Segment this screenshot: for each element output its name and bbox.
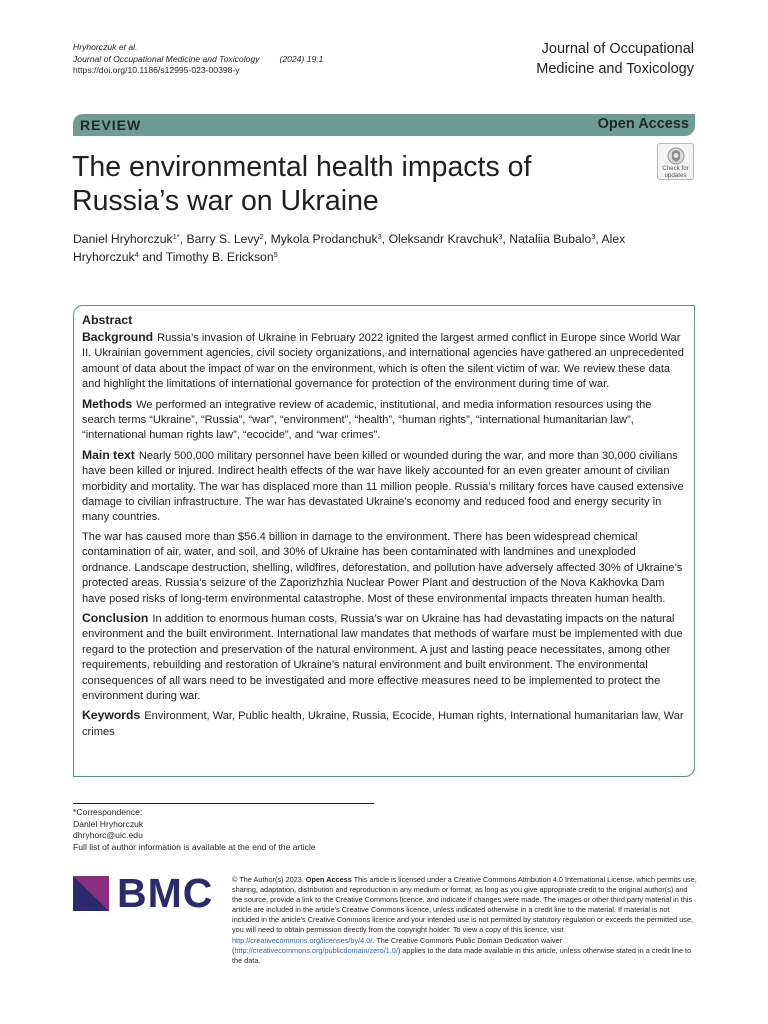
citation-block (73, 42, 323, 77)
author-affiliation-marker: 1* (172, 232, 180, 241)
abstract-section-text: We performed an integrative review of academic, institutional, and media information resources using the search terms “Ukraine”, “Russia”, “war”, “environment”, “health”, “human rights”, “international humanitarian law”, “international human rights law”, “ecocide”, and “war crimes”. (82, 398, 652, 442)
author-short: Hryhorczuk et al. (73, 42, 138, 52)
license-link-cc0[interactable]: http://creativecommons.org/publicdomain/zero/1.0/ (234, 945, 398, 955)
open-access-label: Open Access (597, 116, 689, 132)
article-type-label: REVIEW (80, 117, 142, 133)
author-separator: and (138, 250, 166, 264)
license-text (232, 875, 697, 966)
doi-link[interactable]: https://doi.org/10.1186/s12995-023-00398-y (73, 65, 240, 76)
abstract-paragraph (82, 530, 686, 607)
license-body-2: . The Creative Commons Public Domain Dedication waiver ( (232, 935, 562, 955)
check-for-updates-badge[interactable] (657, 143, 694, 180)
abstract-section-text: Russia’s invasion of Ukraine in February 2022 ignited the largest armed conflict in Europe since World War II. Ukrainian government agencies, civil society organizations, and international agencies have gathered an unprecedented amount of data about the impact of war on the environment, which is often the silent victim of war. We review these data and highlight the limitations of international governance for protection of the environment during time of war. (82, 332, 684, 391)
author-separator: , (179, 232, 187, 246)
abstract-paragraph (82, 330, 686, 393)
author-name: Oleksandr Kravchuk (388, 232, 499, 246)
correspondence-label: *Correspondence: (73, 807, 143, 817)
author-affiliation-marker: 3 (591, 232, 596, 241)
author-info-note: Full list of author information is available at the end of the article (73, 841, 316, 852)
author-affiliation-marker: 2 (259, 232, 264, 241)
abstract-section-text: Environment, War, Public health, Ukraine, Russia, Ecocide, Human rights, International humanitarian law, War crimes (82, 710, 684, 738)
author-affiliation-marker: 5 (273, 250, 278, 259)
check-for-updates-icon (667, 147, 685, 165)
author-name: Barry S. Levy (186, 232, 260, 246)
license-copyright: © The Author(s) 2023. (232, 875, 304, 884)
abstract-paragraph (82, 397, 686, 444)
journal-name (536, 40, 694, 79)
abstract-section-text: The war has caused more than $56.4 billion in damage to the environment. There has been widespread chemical contamination of air, water, and soil, and 30% of Ukraine has been contaminated with landmines and unexploded ordnance. Landscape destruction, shelling, wildfires, deforestation, and pollution have adversely affected 30% of Ukraine’s protected areas. Russia’s seizure of the Zaporizhzhia Nuclear Power Plant and destruction of the Nova Kakhovka Dam have posed risks of long-term environmental catastrophe. Most of these environmental impacts threaten human health. (82, 530, 683, 605)
abstract-section-label: Methods (82, 396, 133, 411)
author-name: Alex Hryhorczuk (73, 232, 626, 264)
abstract-section-text: Nearly 500,000 military personnel have been killed or wounded during the war, and more than 30,000 civilians have been killed or injured. Indirect health effects of the war have likely accounted for an even greater amount of civilian morbidity and mortality. The war has displaced more than 11 million people. Russia’s military forces have caused extensive damage to civilian infrastructure. The war has devastated Ukraine’s economy and reduced food and energy security in many countries. (82, 449, 684, 524)
correspondence-email[interactable]: dhryhorc@uic.edu (73, 830, 143, 841)
license-open-access: Open Access (305, 875, 352, 884)
check-for-updates-line1: Check for (662, 165, 689, 172)
citation-journal: Journal of Occupational Medicine and Toxicology (73, 53, 260, 64)
author-name: Nataliia Bubalo (509, 232, 592, 246)
article-title: The environmental health impacts of Russia’s war on Ukraine (72, 151, 532, 217)
license-link-cc-by[interactable]: http://creativecommons.org/licenses/by/4.0/ (232, 935, 373, 945)
footnote-divider (73, 803, 374, 804)
author-affiliation-marker: 3 (498, 232, 503, 241)
author-list (73, 230, 653, 266)
author-affiliation-marker: 4 (134, 250, 139, 259)
bmc-logo-text: BMC (117, 870, 214, 916)
author-separator: , (381, 232, 389, 246)
abstract-section-label: Background (82, 330, 154, 344)
abstract-section-text: In addition to enormous human costs, Russia’s war on Ukraine has had devastating impacts on the natural environment and the built environment. International law mandates that methods of warfare must be implemented with due regard to the protection and preservation of the natural environment. A just and lasting peace necessitates, among other requirements, rebuilding and restoration of Ukraine’s natural environment and built environment. The environmental consequences of all wars need to be investigated and more effective measures need to be implemented to protect the environment during war. (82, 612, 683, 702)
abstract-box (73, 305, 695, 777)
author-name: Mykola Prodanchuk (270, 232, 378, 246)
bmc-logo (73, 870, 214, 916)
abstract-heading: Abstract (82, 313, 133, 327)
author-name: Timothy B. Erickson (165, 250, 274, 264)
author-separator: , (502, 232, 510, 246)
correspondence-block (73, 807, 316, 853)
author-name: Daniel Hryhorczuk (73, 232, 173, 246)
license-body-3: ) applies to the data made available in this article, unless otherwise stated in a credit line to the data. (232, 945, 692, 965)
abstract-section-label: Keywords (82, 708, 141, 723)
bmc-logo-mark (73, 876, 109, 911)
license-body-1: This article is licensed under a Creative Commons Attribution 4.0 International License, which permits use, sharing, adaptation, distribution and reproduction in any medium or format, as long as you give appropriate credit to the original author(s) and the source, provide a link to the Creative Commons licence, and indicate if changes were made. The images or other third party material in this article are included in the article’s Creative Commons licence, unless indicated otherwise in a credit line to the material. If material is not included in the article’s Creative Commons licence and your intended use is not permitted by statutory regulation or exceeds the permitted use, you will need to obtain permission directly from the copyright holder. To view a copy of this licence, visit (232, 875, 697, 935)
abstract-sections (82, 330, 686, 740)
abstract-section-label: Conclusion (82, 610, 149, 625)
abstract-paragraph (82, 448, 686, 526)
author-separator: , (595, 232, 602, 246)
citation-year-volume: (2024) 19:1 (279, 53, 324, 64)
abstract-section-label: Main text (82, 447, 135, 462)
journal-name-line2: Medicine and Toxicology (536, 60, 694, 77)
correspondence-name: Daniel Hryhorczuk (73, 818, 144, 829)
author-affiliation-marker: 3 (377, 232, 382, 241)
check-for-updates-line2: updates (664, 171, 687, 179)
author-separator: , (263, 232, 271, 246)
article-type-banner (73, 114, 695, 136)
abstract-paragraph (82, 611, 686, 704)
abstract-paragraph (82, 708, 686, 740)
journal-name-line1: Journal of Occupational (541, 41, 694, 57)
